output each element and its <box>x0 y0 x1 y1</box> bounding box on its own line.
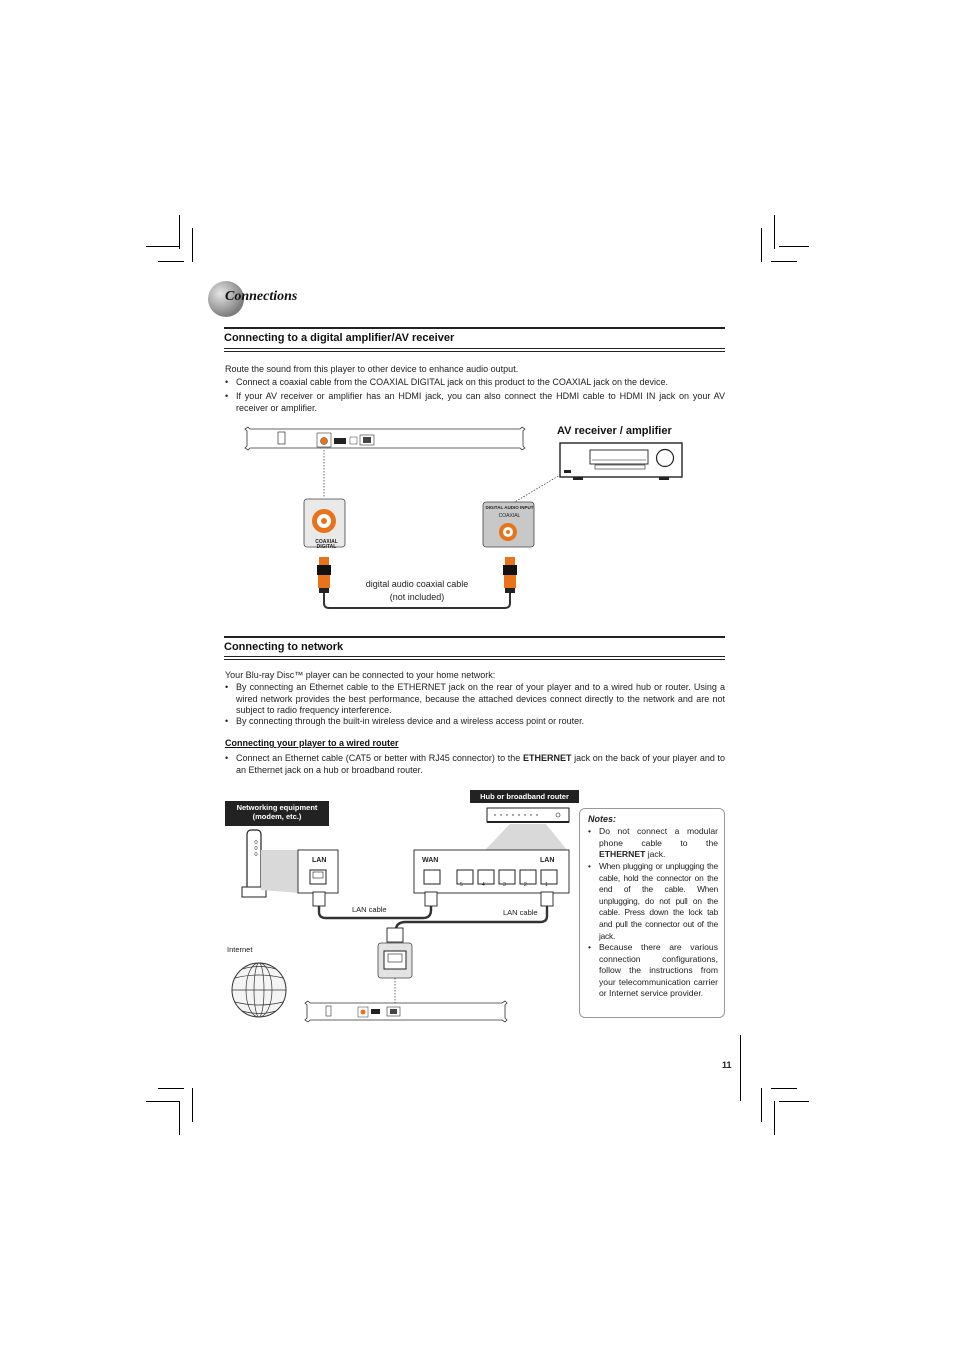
port-number: 1 <box>545 882 548 888</box>
crop-mark <box>779 1101 809 1102</box>
section-rule <box>224 636 725 638</box>
page-number-rule <box>740 1035 741 1101</box>
crop-mark <box>192 1088 193 1122</box>
section-rule <box>224 327 725 329</box>
section-heading-av-receiver: Connecting to a digital amplifier/AV receiver <box>224 332 455 344</box>
coaxial-label: COAXIAL <box>498 513 521 519</box>
av-receiver-label: AV receiver / amplifier <box>557 425 672 437</box>
wired-router-bullet: • Connect an Ethernet cable (CAT5 or better with RJ45 connector) to the ETHERNET jack on the back of your player and to an Ethernet jack on a hub or broadband router. <box>225 753 726 775</box>
notes-item: • Do not connect a modular phone cable to the ETHERNET jack. <box>588 826 718 860</box>
crop-mark <box>179 1101 180 1135</box>
section2-bullet: • By connecting through the built-in wireless device and a wireless access point or router. <box>225 716 585 726</box>
section1-bullet: • Connect a coaxial cable from the COAXIAL DIGITAL jack on this product to the COAXIAL jack on the device. <box>225 377 669 387</box>
crop-mark <box>158 1088 184 1089</box>
crop-mark <box>158 261 184 262</box>
cable-label-note: (not included) <box>389 592 445 602</box>
crop-mark <box>761 228 762 262</box>
section-rule <box>224 659 725 660</box>
crop-mark <box>179 215 180 249</box>
coaxial-plug-right <box>503 557 517 593</box>
section1-intro: Route the sound from this player to other device to enhance audio output. <box>225 364 519 374</box>
subheading-wired-router: Connecting your player to a wired router <box>225 738 399 748</box>
networking-equipment-label: Networking equipment (modem, etc.) <box>225 801 329 826</box>
globe-icon <box>232 963 286 1017</box>
crop-mark <box>761 1088 762 1122</box>
modem-lan-label: LAN <box>312 857 327 864</box>
crop-mark <box>146 246 180 247</box>
section2-intro: Your Blu-ray Disc™ player can be connected to your home network: <box>225 670 496 680</box>
internet-label: Internet <box>227 945 253 954</box>
router-wan-label: WAN <box>422 857 439 864</box>
port-number: 5 <box>460 882 463 888</box>
crop-mark <box>771 261 797 262</box>
av-receiver-icon <box>555 440 685 485</box>
section-rule <box>224 351 725 352</box>
port-number: 3 <box>503 882 506 888</box>
port-number: 2 <box>524 882 527 888</box>
crop-mark <box>146 1101 180 1102</box>
cable-label: digital audio coaxial cable <box>365 579 469 589</box>
hub-router-icon <box>487 808 569 822</box>
player-back-panel-network <box>305 1001 507 1022</box>
coaxial-digital-label: COAXIAL DIGITAL <box>315 539 338 550</box>
hub-router-label: Hub or broadband router <box>470 790 579 803</box>
crop-mark <box>774 1101 775 1135</box>
port-number: 4 <box>482 882 485 888</box>
lan-cable-label-right: LAN cable <box>503 908 538 917</box>
lan-cable-label-left: LAN cable <box>352 905 387 914</box>
notes-box <box>579 808 725 1018</box>
crop-mark <box>779 246 809 247</box>
section2-bullet: • By connecting an Ethernet cable to the ETHERNET jack on the rear of your player and to a wired hub or router. Using a wired network provides the best performance, because the attached devices connect directly to the network and are not subject to radio frequency interference. <box>225 682 725 715</box>
section-heading-network: Connecting to network <box>224 641 344 653</box>
coaxial-plug-left <box>317 557 331 593</box>
page-number: 11 <box>722 1060 732 1070</box>
crop-mark <box>771 1088 797 1089</box>
crop-mark <box>192 228 193 262</box>
section-rule <box>224 348 725 349</box>
page-title: Connections <box>225 289 298 304</box>
section-rule <box>224 656 725 657</box>
player-back-panel <box>245 427 525 450</box>
digital-audio-input-label: DIGITAL AUDIO INPUT <box>485 505 534 510</box>
notes-item: • When plugging or unplugging the cable, hold the connector on the end of the cable. When unplugging, do not pull on the cable. Press down the lock tab and pull the connector out of the jack. <box>588 861 718 941</box>
crop-mark <box>774 215 775 249</box>
notes-item: • Because there are various connection configurations, follow the instructions from your telecommunication carrier or Internet service provider. <box>588 942 718 999</box>
router-lan-label: LAN <box>540 857 555 864</box>
notes-title: Notes: <box>588 814 617 824</box>
section1-bullet: • If your AV receiver or amplifier has an HDMI jack, you can also connect the HDMI cable to HDMI IN jack on your AV receiver or amplifier. <box>225 391 725 413</box>
